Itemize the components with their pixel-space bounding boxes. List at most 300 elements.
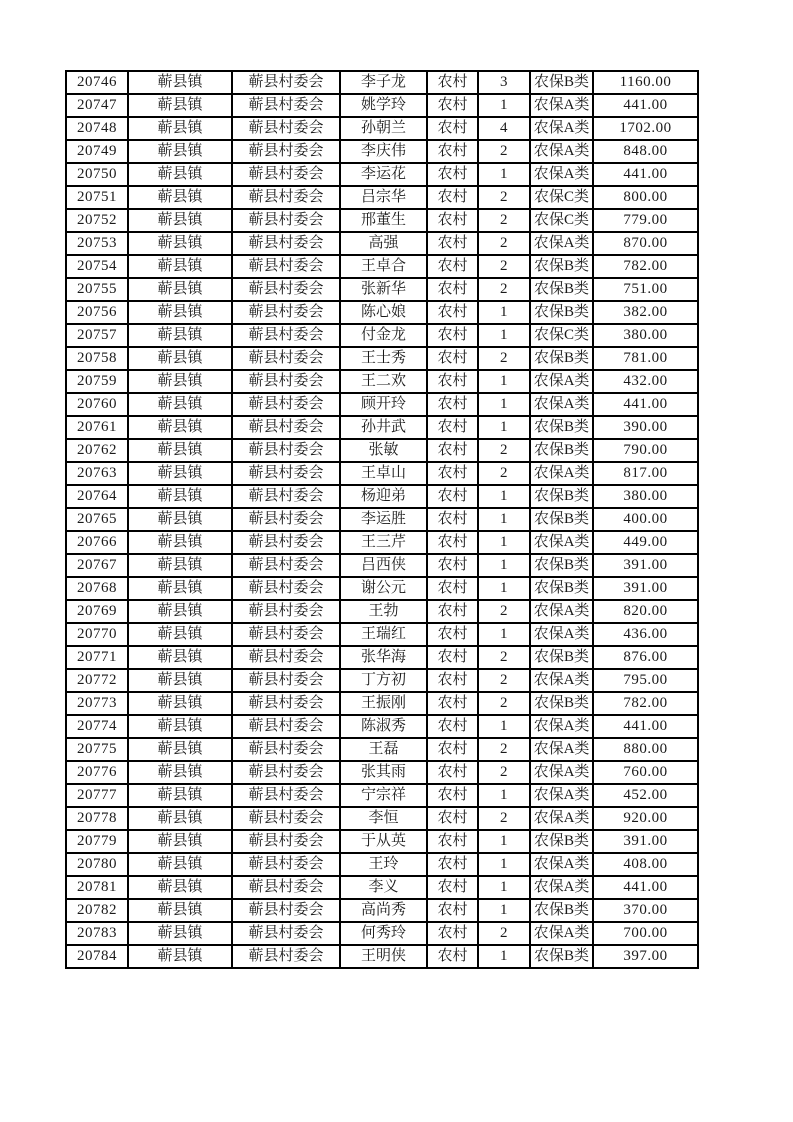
cell-id: 20771: [66, 646, 128, 669]
cell-name: 孙井武: [340, 416, 427, 439]
cell-person_count: 1: [478, 301, 530, 324]
cell-person_count: 3: [478, 71, 530, 94]
cell-residence: 农村: [427, 646, 478, 669]
cell-category: 农保B类: [530, 439, 593, 462]
table-row: [66, 876, 698, 899]
cell-residence: 农村: [427, 761, 478, 784]
cell-town: 蕲县镇: [128, 600, 232, 623]
cell-amount: 397.00: [593, 945, 698, 968]
cell-village: 蕲县村委会: [232, 71, 340, 94]
table-row: [66, 899, 698, 922]
cell-amount: 391.00: [593, 577, 698, 600]
cell-category: 农保C类: [530, 186, 593, 209]
cell-amount: 452.00: [593, 784, 698, 807]
cell-town: 蕲县镇: [128, 370, 232, 393]
cell-amount: 449.00: [593, 531, 698, 554]
cell-category: 农保A类: [530, 117, 593, 140]
cell-village: 蕲县村委会: [232, 140, 340, 163]
cell-town: 蕲县镇: [128, 669, 232, 692]
cell-town: 蕲县镇: [128, 324, 232, 347]
cell-village: 蕲县村委会: [232, 278, 340, 301]
cell-name: 张其雨: [340, 761, 427, 784]
table-row: [66, 485, 698, 508]
cell-amount: 820.00: [593, 600, 698, 623]
cell-person_count: 1: [478, 416, 530, 439]
cell-name: 陈淑秀: [340, 715, 427, 738]
cell-name: 邢董生: [340, 209, 427, 232]
cell-id: 20746: [66, 71, 128, 94]
cell-category: 农保A类: [530, 715, 593, 738]
cell-amount: 817.00: [593, 462, 698, 485]
cell-village: 蕲县村委会: [232, 715, 340, 738]
table-row: [66, 554, 698, 577]
cell-name: 丁方初: [340, 669, 427, 692]
cell-town: 蕲县镇: [128, 531, 232, 554]
cell-residence: 农村: [427, 462, 478, 485]
cell-village: 蕲县村委会: [232, 531, 340, 554]
cell-category: 农保B类: [530, 278, 593, 301]
cell-amount: 432.00: [593, 370, 698, 393]
cell-name: 高尚秀: [340, 899, 427, 922]
cell-village: 蕲县村委会: [232, 485, 340, 508]
cell-village: 蕲县村委会: [232, 876, 340, 899]
table-row: [66, 393, 698, 416]
cell-id: 20778: [66, 807, 128, 830]
cell-person_count: 1: [478, 715, 530, 738]
cell-name: 杨迎弟: [340, 485, 427, 508]
cell-name: 付金龙: [340, 324, 427, 347]
cell-name: 吕宗华: [340, 186, 427, 209]
cell-village: 蕲县村委会: [232, 393, 340, 416]
cell-village: 蕲县村委会: [232, 761, 340, 784]
cell-name: 王瑞红: [340, 623, 427, 646]
cell-id: 20773: [66, 692, 128, 715]
cell-name: 王二欢: [340, 370, 427, 393]
table-row: [66, 508, 698, 531]
cell-person_count: 1: [478, 163, 530, 186]
cell-id: 20769: [66, 600, 128, 623]
cell-village: 蕲县村委会: [232, 807, 340, 830]
cell-village: 蕲县村委会: [232, 669, 340, 692]
cell-id: 20754: [66, 255, 128, 278]
cell-category: 农保B类: [530, 416, 593, 439]
cell-category: 农保B类: [530, 554, 593, 577]
cell-id: 20783: [66, 922, 128, 945]
cell-category: 农保B类: [530, 945, 593, 968]
cell-id: 20761: [66, 416, 128, 439]
cell-residence: 农村: [427, 876, 478, 899]
cell-name: 张新华: [340, 278, 427, 301]
cell-town: 蕲县镇: [128, 140, 232, 163]
cell-residence: 农村: [427, 922, 478, 945]
cell-town: 蕲县镇: [128, 186, 232, 209]
cell-town: 蕲县镇: [128, 692, 232, 715]
cell-residence: 农村: [427, 508, 478, 531]
cell-id: 20766: [66, 531, 128, 554]
cell-id: 20763: [66, 462, 128, 485]
cell-category: 农保A类: [530, 140, 593, 163]
cell-town: 蕲县镇: [128, 485, 232, 508]
cell-name: 王勃: [340, 600, 427, 623]
cell-amount: 800.00: [593, 186, 698, 209]
cell-residence: 农村: [427, 899, 478, 922]
cell-id: 20777: [66, 784, 128, 807]
cell-name: 王振刚: [340, 692, 427, 715]
cell-amount: 380.00: [593, 485, 698, 508]
cell-village: 蕲县村委会: [232, 899, 340, 922]
table-row: [66, 416, 698, 439]
cell-person_count: 1: [478, 853, 530, 876]
cell-id: 20776: [66, 761, 128, 784]
cell-id: 20767: [66, 554, 128, 577]
cell-village: 蕲县村委会: [232, 462, 340, 485]
table-row: [66, 761, 698, 784]
cell-person_count: 1: [478, 784, 530, 807]
cell-residence: 农村: [427, 439, 478, 462]
cell-amount: 790.00: [593, 439, 698, 462]
cell-village: 蕲县村委会: [232, 94, 340, 117]
cell-person_count: 2: [478, 646, 530, 669]
cell-town: 蕲县镇: [128, 301, 232, 324]
cell-amount: 760.00: [593, 761, 698, 784]
cell-residence: 农村: [427, 232, 478, 255]
cell-id: 20781: [66, 876, 128, 899]
table-row: [66, 140, 698, 163]
cell-village: 蕲县村委会: [232, 577, 340, 600]
cell-person_count: 1: [478, 324, 530, 347]
cell-residence: 农村: [427, 738, 478, 761]
cell-category: 农保B类: [530, 508, 593, 531]
cell-amount: 779.00: [593, 209, 698, 232]
table-row: [66, 186, 698, 209]
cell-village: 蕲县村委会: [232, 301, 340, 324]
table-row: [66, 945, 698, 968]
cell-name: 宁宗祥: [340, 784, 427, 807]
cell-name: 吕西侠: [340, 554, 427, 577]
cell-town: 蕲县镇: [128, 439, 232, 462]
cell-town: 蕲县镇: [128, 807, 232, 830]
cell-name: 陈心娘: [340, 301, 427, 324]
table-row: [66, 117, 698, 140]
cell-town: 蕲县镇: [128, 715, 232, 738]
table-row: [66, 347, 698, 370]
table-row: [66, 71, 698, 94]
cell-name: 孙朝兰: [340, 117, 427, 140]
cell-id: 20756: [66, 301, 128, 324]
cell-name: 姚学玲: [340, 94, 427, 117]
cell-amount: 400.00: [593, 508, 698, 531]
cell-person_count: 2: [478, 209, 530, 232]
cell-village: 蕲县村委会: [232, 324, 340, 347]
cell-town: 蕲县镇: [128, 554, 232, 577]
cell-town: 蕲县镇: [128, 393, 232, 416]
cell-residence: 农村: [427, 324, 478, 347]
cell-person_count: 4: [478, 117, 530, 140]
cell-town: 蕲县镇: [128, 255, 232, 278]
cell-residence: 农村: [427, 623, 478, 646]
table-row: [66, 853, 698, 876]
cell-residence: 农村: [427, 416, 478, 439]
cell-name: 李义: [340, 876, 427, 899]
cell-person_count: 1: [478, 531, 530, 554]
cell-village: 蕲县村委会: [232, 232, 340, 255]
cell-town: 蕲县镇: [128, 853, 232, 876]
cell-name: 张敏: [340, 439, 427, 462]
table-row: [66, 623, 698, 646]
cell-category: 农保A类: [530, 531, 593, 554]
cell-name: 张华海: [340, 646, 427, 669]
table-row: [66, 600, 698, 623]
cell-residence: 农村: [427, 485, 478, 508]
cell-amount: 441.00: [593, 715, 698, 738]
cell-category: 农保B类: [530, 899, 593, 922]
table-row: [66, 830, 698, 853]
cell-residence: 农村: [427, 370, 478, 393]
cell-category: 农保A类: [530, 876, 593, 899]
cell-id: 20749: [66, 140, 128, 163]
cell-amount: 382.00: [593, 301, 698, 324]
cell-amount: 391.00: [593, 554, 698, 577]
table-row: [66, 209, 698, 232]
cell-residence: 农村: [427, 784, 478, 807]
cell-person_count: 1: [478, 899, 530, 922]
cell-name: 王明侠: [340, 945, 427, 968]
cell-amount: 1160.00: [593, 71, 698, 94]
cell-town: 蕲县镇: [128, 347, 232, 370]
cell-category: 农保B类: [530, 830, 593, 853]
cell-amount: 380.00: [593, 324, 698, 347]
cell-village: 蕲县村委会: [232, 370, 340, 393]
cell-name: 李庆伟: [340, 140, 427, 163]
cell-name: 何秀玲: [340, 922, 427, 945]
cell-town: 蕲县镇: [128, 623, 232, 646]
cell-category: 农保B类: [530, 301, 593, 324]
cell-village: 蕲县村委会: [232, 646, 340, 669]
cell-town: 蕲县镇: [128, 232, 232, 255]
cell-residence: 农村: [427, 347, 478, 370]
cell-amount: 436.00: [593, 623, 698, 646]
cell-category: 农保A类: [530, 462, 593, 485]
cell-category: 农保B类: [530, 646, 593, 669]
cell-village: 蕲县村委会: [232, 255, 340, 278]
cell-village: 蕲县村委会: [232, 416, 340, 439]
cell-residence: 农村: [427, 715, 478, 738]
cell-village: 蕲县村委会: [232, 922, 340, 945]
cell-name: 李运胜: [340, 508, 427, 531]
cell-person_count: 1: [478, 370, 530, 393]
cell-amount: 880.00: [593, 738, 698, 761]
cell-amount: 870.00: [593, 232, 698, 255]
cell-residence: 农村: [427, 301, 478, 324]
table-row: [66, 715, 698, 738]
cell-residence: 农村: [427, 140, 478, 163]
cell-residence: 农村: [427, 163, 478, 186]
cell-name: 顾开玲: [340, 393, 427, 416]
cell-village: 蕲县村委会: [232, 738, 340, 761]
cell-person_count: 2: [478, 600, 530, 623]
cell-residence: 农村: [427, 669, 478, 692]
cell-town: 蕲县镇: [128, 738, 232, 761]
cell-village: 蕲县村委会: [232, 209, 340, 232]
cell-town: 蕲县镇: [128, 209, 232, 232]
cell-person_count: 2: [478, 692, 530, 715]
cell-person_count: 1: [478, 393, 530, 416]
cell-name: 王磊: [340, 738, 427, 761]
cell-id: 20772: [66, 669, 128, 692]
table-row: [66, 324, 698, 347]
table-row: [66, 94, 698, 117]
cell-person_count: 1: [478, 876, 530, 899]
cell-town: 蕲县镇: [128, 416, 232, 439]
cell-residence: 农村: [427, 807, 478, 830]
cell-residence: 农村: [427, 692, 478, 715]
cell-person_count: 2: [478, 278, 530, 301]
cell-amount: 700.00: [593, 922, 698, 945]
cell-person_count: 2: [478, 232, 530, 255]
table-row: [66, 370, 698, 393]
table-row: [66, 301, 698, 324]
cell-amount: 782.00: [593, 692, 698, 715]
cell-category: 农保B类: [530, 692, 593, 715]
cell-village: 蕲县村委会: [232, 692, 340, 715]
cell-village: 蕲县村委会: [232, 853, 340, 876]
table-row: [66, 278, 698, 301]
cell-name: 李恒: [340, 807, 427, 830]
cell-id: 20758: [66, 347, 128, 370]
cell-amount: 1702.00: [593, 117, 698, 140]
cell-amount: 920.00: [593, 807, 698, 830]
cell-category: 农保B类: [530, 485, 593, 508]
cell-person_count: 2: [478, 140, 530, 163]
table-row: [66, 462, 698, 485]
cell-person_count: 2: [478, 761, 530, 784]
cell-village: 蕲县村委会: [232, 623, 340, 646]
cell-category: 农保A类: [530, 600, 593, 623]
cell-residence: 农村: [427, 554, 478, 577]
cell-id: 20751: [66, 186, 128, 209]
cell-person_count: 2: [478, 347, 530, 370]
cell-person_count: 1: [478, 945, 530, 968]
cell-town: 蕲县镇: [128, 577, 232, 600]
cell-village: 蕲县村委会: [232, 600, 340, 623]
cell-person_count: 1: [478, 485, 530, 508]
cell-village: 蕲县村委会: [232, 117, 340, 140]
cell-category: 农保C类: [530, 209, 593, 232]
cell-name: 谢公元: [340, 577, 427, 600]
table-row: [66, 439, 698, 462]
cell-amount: 782.00: [593, 255, 698, 278]
cell-name: 王三芹: [340, 531, 427, 554]
cell-person_count: 2: [478, 255, 530, 278]
cell-name: 王卓山: [340, 462, 427, 485]
cell-amount: 441.00: [593, 94, 698, 117]
cell-person_count: 1: [478, 577, 530, 600]
cell-residence: 农村: [427, 393, 478, 416]
cell-village: 蕲县村委会: [232, 186, 340, 209]
cell-town: 蕲县镇: [128, 876, 232, 899]
cell-town: 蕲县镇: [128, 945, 232, 968]
cell-id: 20780: [66, 853, 128, 876]
cell-amount: 441.00: [593, 163, 698, 186]
cell-town: 蕲县镇: [128, 922, 232, 945]
cell-id: 20760: [66, 393, 128, 416]
cell-category: 农保A类: [530, 784, 593, 807]
cell-amount: 390.00: [593, 416, 698, 439]
table-row: [66, 531, 698, 554]
cell-town: 蕲县镇: [128, 163, 232, 186]
cell-town: 蕲县镇: [128, 462, 232, 485]
cell-town: 蕲县镇: [128, 508, 232, 531]
cell-id: 20750: [66, 163, 128, 186]
cell-person_count: 2: [478, 922, 530, 945]
cell-category: 农保C类: [530, 324, 593, 347]
cell-residence: 农村: [427, 830, 478, 853]
cell-category: 农保A类: [530, 853, 593, 876]
cell-village: 蕲县村委会: [232, 945, 340, 968]
cell-amount: 751.00: [593, 278, 698, 301]
cell-town: 蕲县镇: [128, 830, 232, 853]
cell-person_count: 2: [478, 439, 530, 462]
table-row: [66, 646, 698, 669]
cell-person_count: 1: [478, 94, 530, 117]
cell-town: 蕲县镇: [128, 646, 232, 669]
cell-residence: 农村: [427, 531, 478, 554]
cell-residence: 农村: [427, 117, 478, 140]
cell-category: 农保A类: [530, 623, 593, 646]
cell-village: 蕲县村委会: [232, 508, 340, 531]
cell-category: 农保A类: [530, 232, 593, 255]
table-body: [66, 71, 698, 968]
cell-id: 20759: [66, 370, 128, 393]
cell-town: 蕲县镇: [128, 71, 232, 94]
cell-category: 农保B类: [530, 255, 593, 278]
cell-category: 农保A类: [530, 94, 593, 117]
cell-town: 蕲县镇: [128, 278, 232, 301]
cell-village: 蕲县村委会: [232, 554, 340, 577]
table-row: [66, 922, 698, 945]
table-row: [66, 784, 698, 807]
cell-person_count: 1: [478, 508, 530, 531]
cell-id: 20768: [66, 577, 128, 600]
cell-name: 于从英: [340, 830, 427, 853]
cell-person_count: 2: [478, 807, 530, 830]
cell-person_count: 2: [478, 669, 530, 692]
cell-id: 20765: [66, 508, 128, 531]
table-row: [66, 692, 698, 715]
cell-category: 农保B类: [530, 347, 593, 370]
cell-town: 蕲县镇: [128, 761, 232, 784]
cell-id: 20774: [66, 715, 128, 738]
cell-amount: 781.00: [593, 347, 698, 370]
cell-person_count: 1: [478, 554, 530, 577]
cell-amount: 370.00: [593, 899, 698, 922]
cell-amount: 441.00: [593, 393, 698, 416]
cell-village: 蕲县村委会: [232, 830, 340, 853]
cell-person_count: 2: [478, 462, 530, 485]
cell-town: 蕲县镇: [128, 899, 232, 922]
cell-category: 农保A类: [530, 761, 593, 784]
table-row: [66, 577, 698, 600]
cell-residence: 农村: [427, 71, 478, 94]
cell-id: 20762: [66, 439, 128, 462]
cell-residence: 农村: [427, 186, 478, 209]
cell-category: 农保A类: [530, 163, 593, 186]
cell-id: 20770: [66, 623, 128, 646]
cell-person_count: 1: [478, 830, 530, 853]
cell-name: 王玲: [340, 853, 427, 876]
cell-name: 高强: [340, 232, 427, 255]
cell-amount: 391.00: [593, 830, 698, 853]
